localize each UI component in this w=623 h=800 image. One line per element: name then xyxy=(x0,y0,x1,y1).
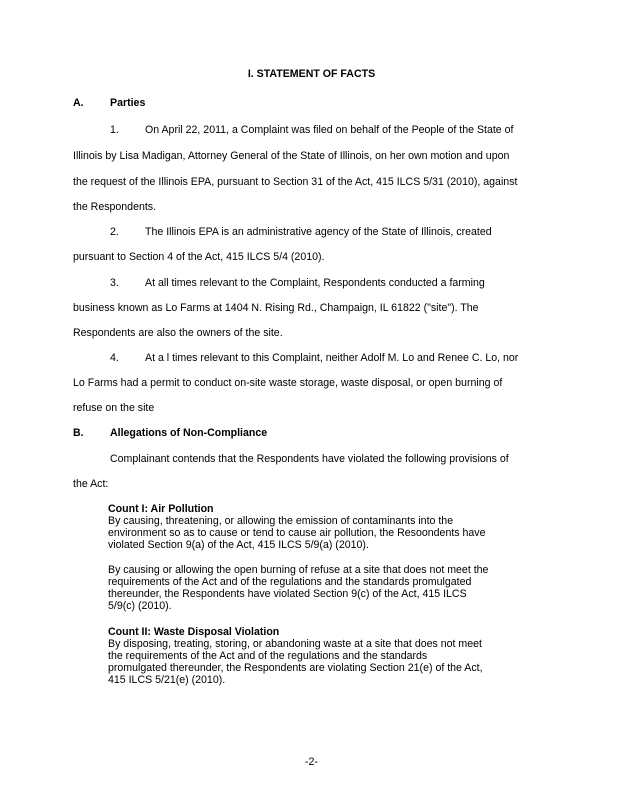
page-number: -2- xyxy=(305,756,318,768)
count-line: By disposing, treating, storing, or abandoning waste at a site that does not meet xyxy=(108,638,482,650)
section-a-letter: A. xyxy=(73,97,84,109)
paragraph-line: At a l times relevant to this Complaint, neither Adolf M. Lo and Renee C. Lo, nor xyxy=(145,352,519,364)
section-b-title: Allegations of Non-Compliance xyxy=(110,427,268,439)
paragraph-line: pursuant to Section 4 of the Act, 415 ILCS 5/4 (2010). xyxy=(73,251,325,263)
count-line: environment so as to cause or tend to cause air pollution, the Resoondents have xyxy=(108,527,486,539)
count-line: By causing, threatening, or allowing the emission of contaminants into the xyxy=(108,515,454,527)
paragraph-line: Lo Farms had a permit to conduct on-site waste storage, waste disposal, or open burning of xyxy=(73,377,503,389)
intro-line: Complainant contends that the Respondents have violated the following provisions of xyxy=(110,453,509,465)
paragraph-number: 4. xyxy=(110,352,119,364)
paragraph-line: refuse on the site xyxy=(73,402,155,414)
paragraph-line: Respondents are also the owners of the site. xyxy=(73,327,283,339)
count-line: By causing or allowing the open burning of refuse at a site that does not meet the xyxy=(108,564,489,576)
count-2-title: Count II: Waste Disposal Violation xyxy=(108,626,280,638)
paragraph-line: the Respondents. xyxy=(73,201,157,213)
paragraph-number: 1. xyxy=(110,124,119,136)
paragraph-line: Illinois by Lisa Madigan, Attorney General of the State of Illinois, on her own motion and upon xyxy=(73,150,510,162)
count-line: thereunder, the Respondents have violated Section 9(c) of the Act, 415 ILCS xyxy=(108,588,467,600)
intro-line: the Act: xyxy=(73,478,109,490)
count-line: the requirements of the Act and of the regulations and the standards xyxy=(108,650,428,662)
section-b-letter: B. xyxy=(73,427,84,439)
count-1-title: Count I: Air Pollution xyxy=(108,503,214,515)
paragraph-line: On April 22, 2011, a Complaint was filed on behalf of the People of the State of xyxy=(145,124,514,136)
paragraph-number: 2. xyxy=(110,226,119,238)
paragraph-line: the request of the Illinois EPA, pursuant to Section 31 of the Act, 415 ILCS 5/31 (2010), against xyxy=(73,176,518,188)
paragraph-line: The Illinois EPA is an administrative agency of the State of Illinois, created xyxy=(145,226,492,238)
paragraph-line: business known as Lo Farms at 1404 N. Rising Rd., Champaign, IL 61822 ("site"). The xyxy=(73,302,479,314)
count-line: promulgated thereunder, the Respondents are violating Section 21(e) of the Act, xyxy=(108,662,483,674)
count-line: requirements of the Act and of the regulations and the standards promulgated xyxy=(108,576,472,588)
paragraph-number: 3. xyxy=(110,277,119,289)
count-line: 415 ILCS 5/21(e) (2010). xyxy=(108,674,226,686)
count-line: violated Section 9(a) of the Act, 415 ILCS 5/9(a) (2010). xyxy=(108,539,369,551)
paragraph-line: At all times relevant to the Complaint, Respondents conducted a farming xyxy=(145,277,485,289)
page-heading: I. STATEMENT OF FACTS xyxy=(247,68,376,80)
section-a-title: Parties xyxy=(110,97,146,109)
count-line: 5/9(c) (2010). xyxy=(108,600,172,612)
